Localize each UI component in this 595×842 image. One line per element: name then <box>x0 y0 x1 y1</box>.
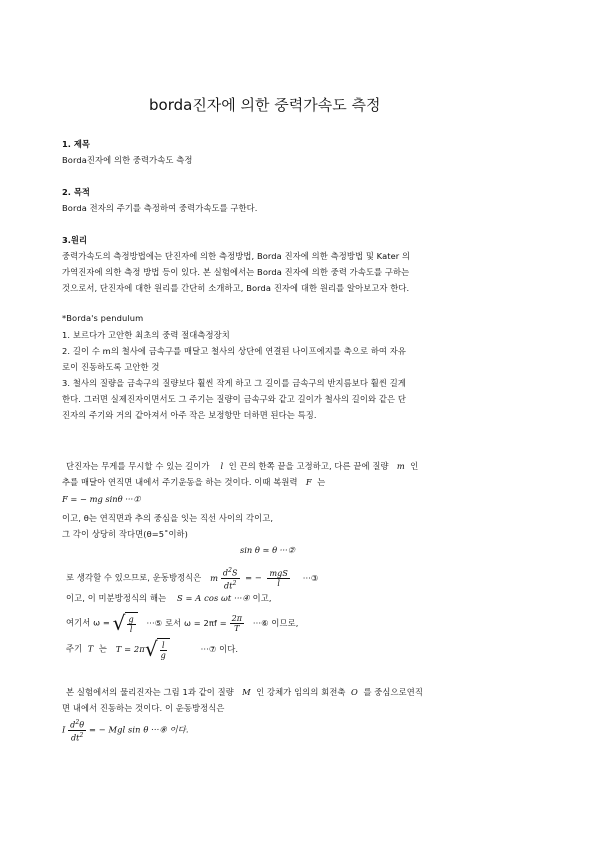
derivation-text: 여기서 ω = <box>66 617 110 628</box>
derivation-text: 는 <box>98 643 107 654</box>
section-3-heading: 3.원리 <box>62 235 87 245</box>
section-2-body: Borda 전자의 주기를 측정하여 중력가속도를 구한다. <box>62 203 258 213</box>
derivation-line-10: 면 내에서 진동하는 것이다. 이 운동방정식은 <box>62 703 225 713</box>
equation-7: T = 2π <box>115 643 145 654</box>
derivation-text: 주기 <box>66 643 83 654</box>
derivation-text: 로 생각할 수 있으므로, 운동방정식은 <box>66 572 202 583</box>
derivation-text: 인 끈의 한쪽 끝을 고정하고, 다른 끝에 질량 <box>228 461 389 471</box>
equation-4: S = A cos ωt ···④ <box>176 593 250 603</box>
derivation-text: 인 <box>410 461 419 471</box>
derivation-line-1 <box>66 460 418 472</box>
section-3-line: 중력가속도의 측정방법에는 단진자에 의한 측정방법, Borda 진자에 의한 측정방법 및 Kater 의 <box>62 251 411 261</box>
derivation-line-5 <box>66 566 318 590</box>
derivation-line-3: 이고, θ는 연직면과 추의 중심을 잇는 직선 사이의 각이고, <box>62 513 274 523</box>
borda-line: 한다. 그러면 실제진자이면서도 그 주기는 질량이 금속구와 같고 길이가 철사의 길이와 같은 단 <box>62 394 406 404</box>
equation-8: = − Mgl sin θ ···⑧ 이다. <box>88 724 189 735</box>
section-3-line: 것으로서, 단진자에 대한 원리를 간단히 소개하고, Borda 진자에 대한 원리를 알아보고자 한다. <box>62 283 410 293</box>
eq8-d2theta-dt2: $\frac{d^2\theta}{dt^2}$ <box>70 719 85 743</box>
page-title: borda진자에 의한 중력가속도 측정 <box>149 96 381 114</box>
derivation-text: 본 실험에서의 물리진자는 그림 1과 같이 질량 <box>66 687 234 697</box>
borda-line: 1. 보르다가 고안한 최초의 중력 절대측정장치 <box>62 330 230 340</box>
derivation-line-4: 그 각이 상당히 작다면(θ=5˚이하) <box>62 529 189 539</box>
derivation-text: 단진자는 무게를 무시할 수 있는 길이가 <box>66 461 210 471</box>
derivation-text: 인 강체가 임의의 회전축 <box>256 687 346 697</box>
eq3-equals: = − <box>242 572 265 583</box>
equation-1: F = − mg sinθ ···① <box>62 494 141 504</box>
equation-2: sin θ ≃ θ ···② <box>240 545 296 555</box>
borda-heading: *Borda's pendulum <box>62 313 144 323</box>
eq8-I: I <box>62 724 66 735</box>
derivation-line-6 <box>66 592 272 604</box>
derivation-text: 는 <box>317 477 326 487</box>
section-1-heading: 1. 제목 <box>62 139 90 149</box>
section-1-body: Borda진자에 의한 중력가속도 측정 <box>62 155 193 165</box>
derivation-line-2 <box>62 476 325 488</box>
derivation-text: 이고, <box>252 593 272 603</box>
eq3-mgs-l: $\frac{\text{mgS}}{l}$ <box>269 568 288 588</box>
borda-line: 2. 길이 수 m의 철사에 금속구를 매달고 철사의 상단에 연결된 나이프에지를 축으로 하여 자유 <box>62 346 407 356</box>
equation-3-label: ···③ <box>302 572 319 583</box>
var-M: M <box>236 687 254 697</box>
section-2-heading: 2. 목적 <box>62 187 90 197</box>
var-F: F <box>300 477 315 487</box>
derivation-text: ···⑤ 로서 ω = 2πf = <box>146 617 227 628</box>
borda-line: 진자의 주기와 거의 같아져서 아주 작은 보정항만 더하면 된다는 특징. <box>62 410 317 420</box>
var-l: l <box>212 461 226 471</box>
derivation-text: ···⑥ 이므로, <box>252 617 299 628</box>
eq3-d2s-dt2: $\frac{d^2S}{dt^2}$ <box>222 567 238 591</box>
var-O: O <box>348 687 361 697</box>
var-T: T <box>84 643 97 654</box>
derivation-text: 추를 매달아 연직면 내에서 주기운동을 하는 것이다. 이때 복원력 <box>62 477 298 487</box>
two-pi-over-T: $\frac{2\pi}{T}$ <box>231 613 243 633</box>
derivation-text: 를 중심으로연직 <box>363 687 423 697</box>
borda-line: 로이 진동하도록 고안한 것 <box>62 362 160 372</box>
derivation-line-7 <box>66 612 298 634</box>
derivation-text: 이고, 이 미분방정식의 해는 <box>66 593 167 603</box>
derivation-line-8 <box>66 638 238 660</box>
derivation-text: ···⑦ 이다. <box>200 643 239 654</box>
sqrt-g-over-l: √ $\frac{g}{l}$ <box>113 612 138 634</box>
derivation-line-9 <box>66 686 423 698</box>
borda-line: 3. 철사의 질량을 금속구의 질량보다 훨씬 작게 하고 그 길이를 금속구의 반지름보다 훨씬 길게 <box>62 378 406 388</box>
section-3-line: 가역진자에 의한 측정 방법 등이 있다. 본 실험에서는 Borda 진자에 의한 중력 가속도를 구하는 <box>62 267 410 277</box>
derivation-line-11 <box>62 718 189 742</box>
eq3-m: m <box>210 572 219 583</box>
sqrt-l-over-g: √ $\frac{l}{g}$ <box>145 638 170 660</box>
var-m: m <box>391 461 408 471</box>
